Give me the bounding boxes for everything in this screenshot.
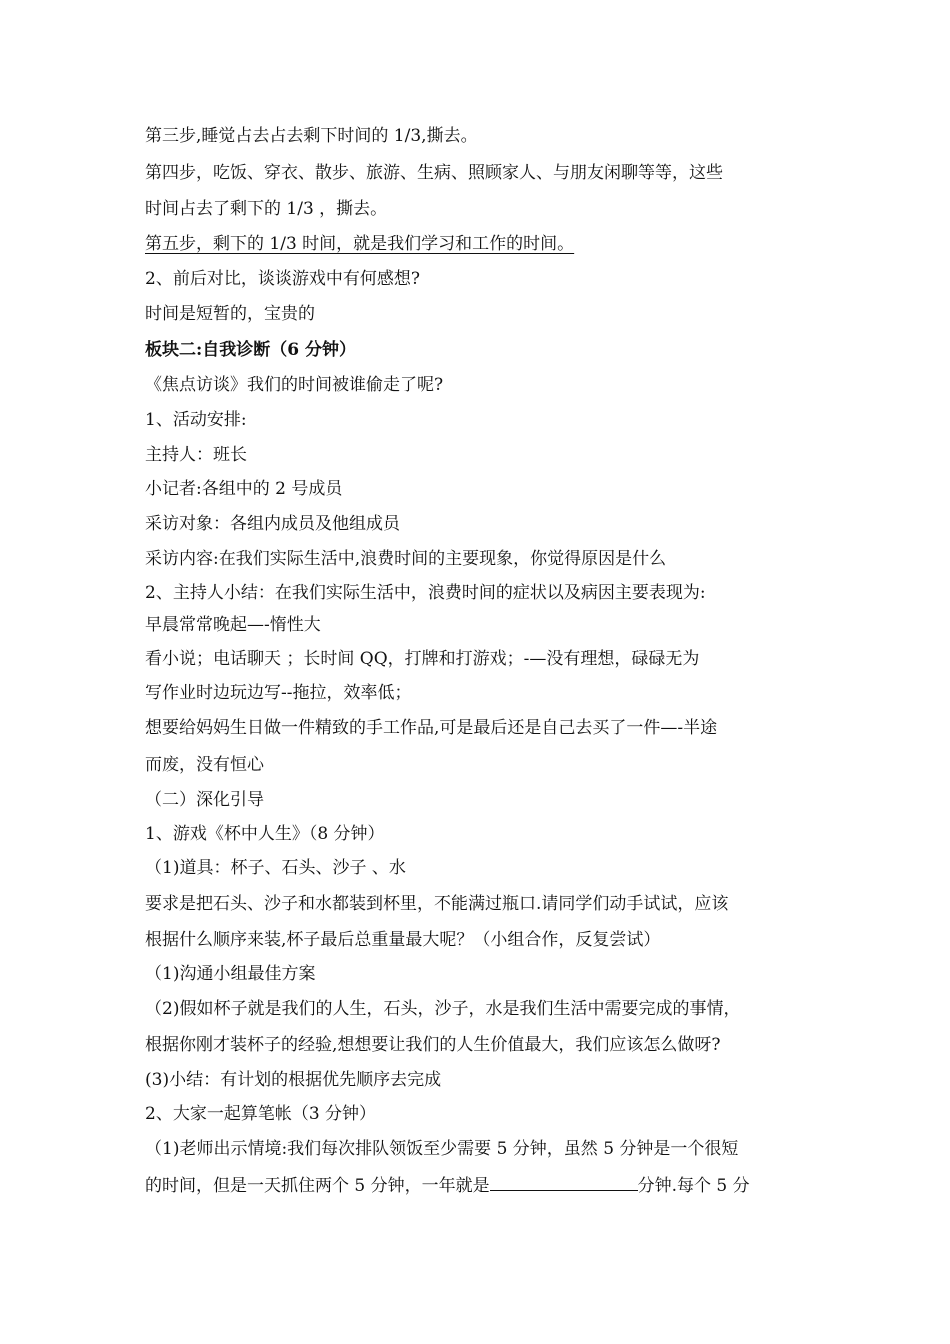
text-line: 2、主持人小结：在我们实际生活中，浪费时间的症状以及病因主要表现为: [145, 583, 706, 603]
text-line: 《焦点访谈》我们的时间被谁偷走了呢? [145, 375, 444, 395]
text-segment: 的时间，但是一天抓住两个 5 分钟，一年就是 [145, 1176, 490, 1196]
section-heading: 板块二:自我诊断（6 分钟） [145, 340, 357, 360]
text-line: （1)老师出示情境:我们每次排队领饭至少需要 5 分钟，虽然 5 分钟是一个很短 [145, 1139, 739, 1159]
text-line: 根据什么顺序来装,杯子最后总重量最大呢？（小组合作，反复尝试） [145, 930, 661, 950]
text-line: 第三步,睡觉占去占去剩下时间的 1/3,撕去。 [145, 126, 478, 146]
text-line: 采访对象：各组内成员及他组成员 [145, 514, 400, 534]
text-line: 根据你刚才装杯子的经验,想想要让我们的人生价值最大，我们应该怎么做呀? [145, 1035, 721, 1055]
text-line-with-blank [145, 1174, 750, 1197]
text-line: 1、游戏《杯中人生》（8 分钟） [145, 824, 385, 844]
text-line: （1)沟通小组最佳方案 [145, 964, 316, 984]
text-line: 2、大家一起算笔帐（3 分钟） [145, 1104, 377, 1124]
text-line: 时间占去了剩下的 1/3 ，撕去。 [145, 199, 388, 219]
fill-in-blank[interactable] [490, 1174, 638, 1191]
text-line: 早晨常常晚起—-惰性大 [145, 615, 321, 635]
text-line: 主持人：班长 [145, 445, 247, 465]
text-line: (3)小结：有计划的根据优先顺序去完成 [145, 1070, 442, 1090]
text-line: 写作业时边玩边写--拖拉，效率低； [145, 683, 412, 703]
text-line: 1、活动安排: [145, 410, 247, 430]
text-line: 第四步，吃饭、穿衣、散步、旅游、生病、照顾家人、与朋友闲聊等等，这些 [145, 163, 723, 183]
text-line: 想要给妈妈生日做一件精致的手工作品,可是最后还是自己去买了一件—-半途 [145, 718, 718, 738]
text-line: 时间是短暂的，宝贵的 [145, 304, 315, 324]
text-line: （2)假如杯子就是我们的人生，石头，沙子，水是我们生活中需要完成的事情， [145, 999, 741, 1019]
text-line: 要求是把石头、沙子和水都装到杯里，不能满过瓶口.请同学们动手试试，应该 [145, 894, 729, 914]
text-line: （二）深化引导 [145, 790, 264, 810]
text-line: 看小说；电话聊天 ；长时间 QQ，打牌和打游戏；-—没有理想，碌碌无为 [145, 649, 700, 669]
text-line: 而废，没有恒心 [145, 755, 264, 775]
underlined-text-line: 第五步，剩下的 1/3 时间，就是我们学习和工作的时间。 [145, 234, 575, 254]
text-line: 2、前后对比，谈谈游戏中有何感想? [145, 269, 420, 289]
text-line: 采访内容:在我们实际生活中,浪费时间的主要现象，你觉得原因是什么 [145, 549, 667, 569]
text-line: 小记者:各组中的 2 号成员 [145, 479, 343, 499]
text-line: （1)道具：杯子、石头、沙子 、水 [145, 858, 406, 878]
text-segment: 分钟.每个 5 分 [637, 1176, 750, 1196]
